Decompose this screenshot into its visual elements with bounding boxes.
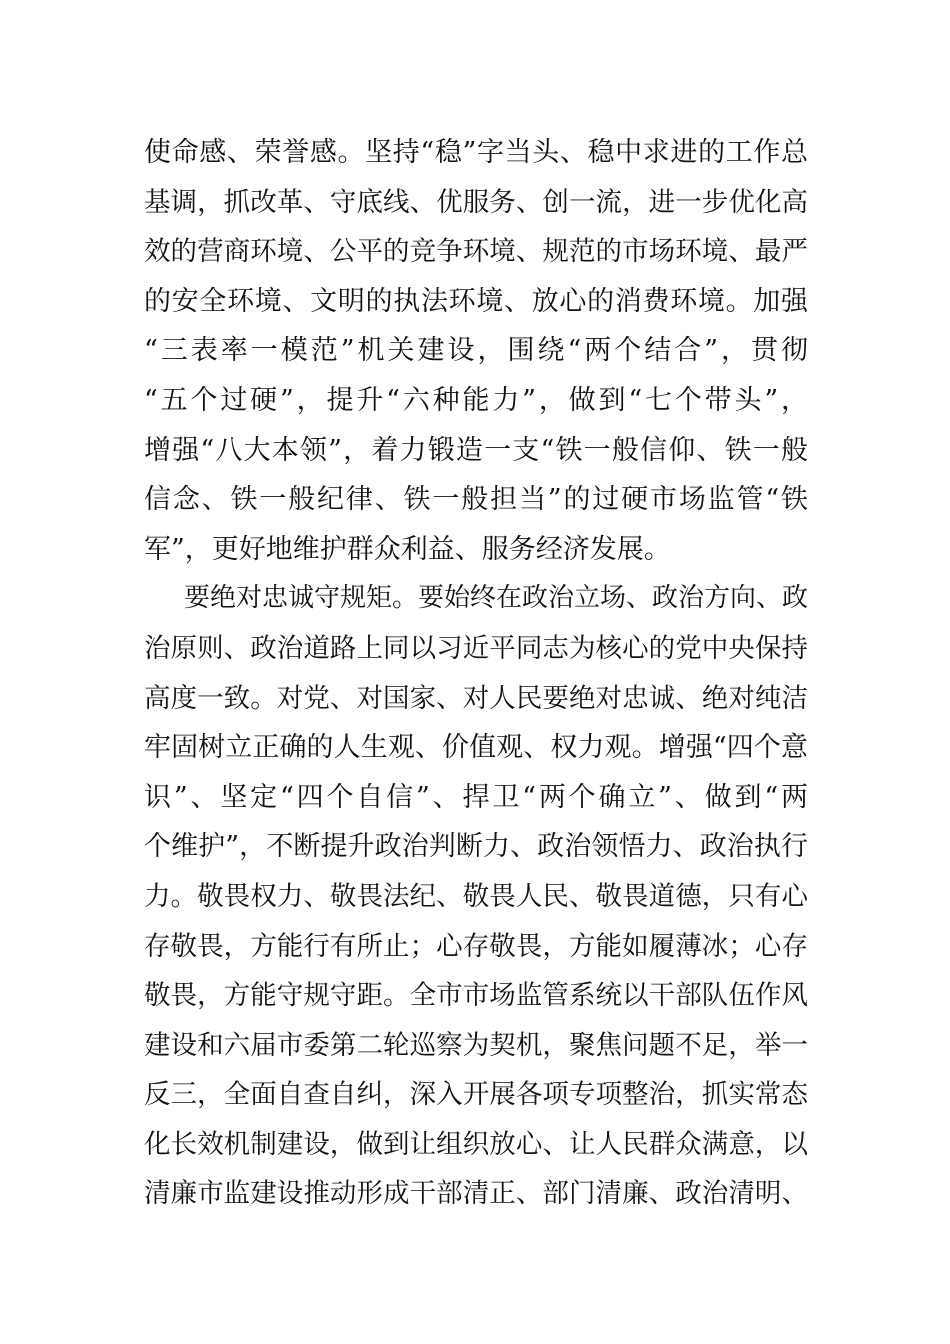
text-line: 力。敬畏权力、敬畏法纪、敬畏人民、敬畏道德，只有心 xyxy=(144,880,808,912)
text-line: 个维护”，不断提升政治判断力、政治领悟力、政治执行 xyxy=(144,831,808,863)
text-line: 的安全环境、文明的执法环境、放心的消费环境。加强 xyxy=(144,285,808,317)
text-line: 信念、铁一般纪律、铁一般担当”的过硬市场监管“铁 xyxy=(144,484,808,516)
text-line: 高度一致。对党、对国家、对人民要绝对忠诚、绝对纯洁 xyxy=(144,682,808,714)
text-line: “五个过硬”，提升“六种能力”，做到“七个带头”， xyxy=(144,384,808,416)
text-line: 化长效机制建设，做到让组织放心、让人民群众满意，以 xyxy=(144,1128,808,1160)
document-body xyxy=(144,128,808,1219)
text-line: 牢固树立正确的人生观、价值观、权力观。增强“四个意 xyxy=(144,732,808,764)
text-line: 效的营商环境、公平的竞争环境、规范的市场环境、最严 xyxy=(144,236,808,268)
paragraph-first-line: 要绝对忠诚守规矩。要始终在政治立场、政治方向、政 xyxy=(184,583,809,614)
text-line: 增强“八大本领”，着力锻造一支“铁一般信仰、铁一般 xyxy=(144,434,808,466)
text-line: 反三，全面自查自纠，深入开展各项专项整治，抓实常态 xyxy=(144,1079,808,1111)
text-line: 使命感、荣誉感。坚持“稳”字当头、稳中求进的工作总 xyxy=(144,137,808,168)
text-line: 清廉市监建设推动形成干部清正、部门清廉、政治清明、 xyxy=(144,1178,808,1210)
text-line: 建设和六届市委第二轮巡察为契机，聚焦问题不足，举一 xyxy=(144,1029,808,1061)
text-line: 军”，更好地维护群众利益、服务经济发展。 xyxy=(144,533,671,565)
text-line: 治原则、政治道路上同以习近平同志为核心的党中央保持 xyxy=(144,632,808,664)
text-line: 识”、坚定“四个自信”、捍卫“两个确立”、做到“两 xyxy=(144,781,808,813)
text-line: 敬畏，方能守规守距。全市市场监管系统以干部队伍作风 xyxy=(144,980,808,1012)
text-line: 基调，抓改革、守底线、优服务、创一流，进一步优化高 xyxy=(144,186,808,218)
text-line: “三表率一模范”机关建设，围绕“两个结合”，贯彻 xyxy=(144,335,808,367)
text-line: 存敬畏，方能行有所止；心存敬畏，方能如履薄冰；心存 xyxy=(144,930,808,962)
